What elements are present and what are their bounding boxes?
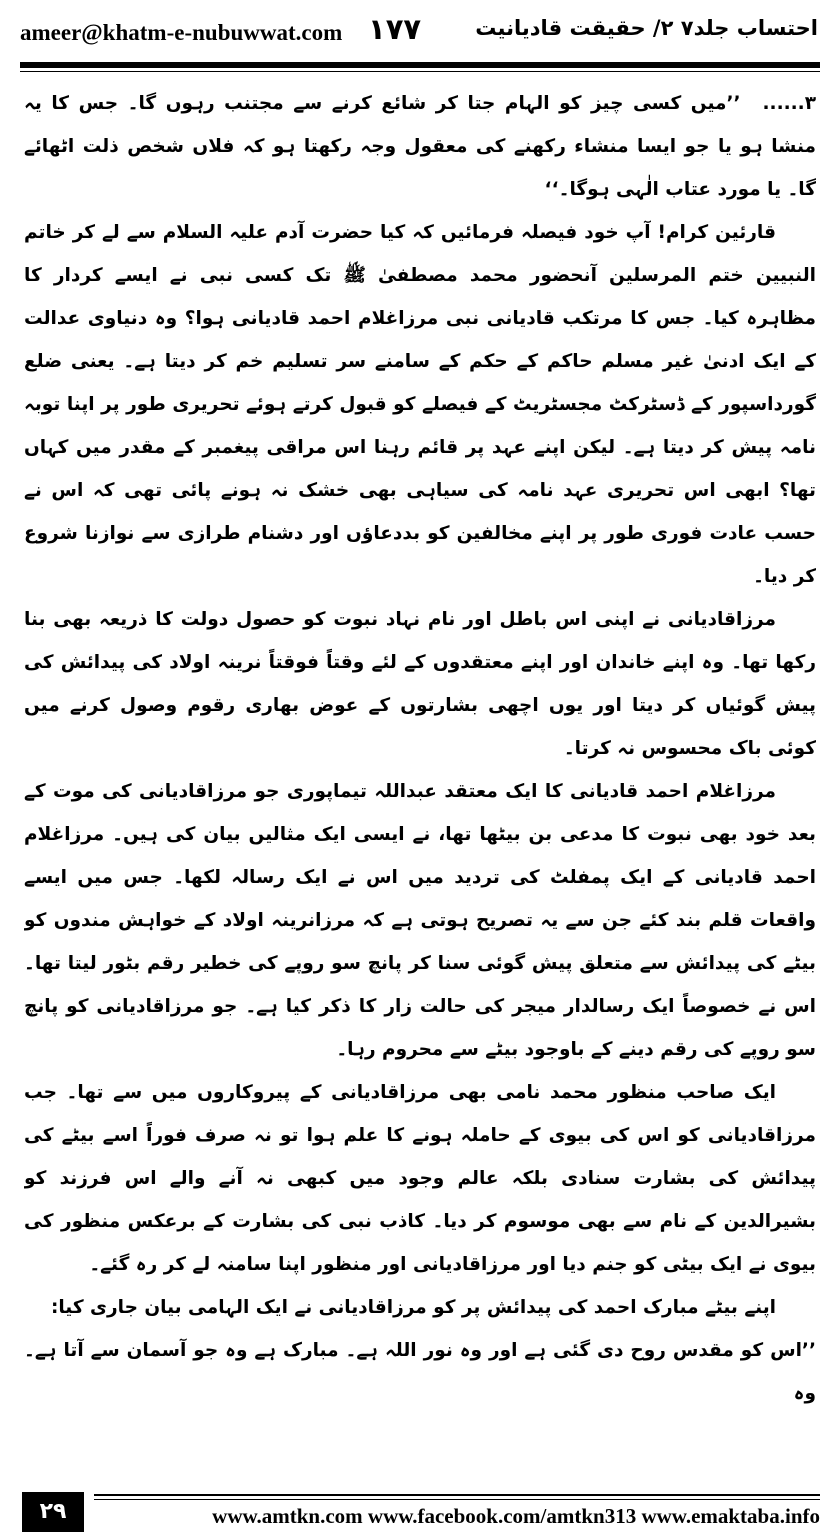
quote-text-1: ’’میں کسی چیز کو الہام جتا کر شائع کرنے سے مجتنب رہوں گا۔ جس کا یہ منشا ہو یا جو ایسا منشاء رکھنے کی معقول وجہ رکھتا ہو کہ فلاں شخص ذلت اٹھائے گا۔ یا مورد عتاب الٰہی ہوگا۔‘‘ bbox=[24, 93, 816, 200]
page-body bbox=[24, 82, 816, 1480]
paragraph-2: مرزاقادیانی نے اپنی اس باطل اور نام نہاد نبوت کو حصول دولت کا ذریعہ بھی بنا رکھا تھا۔ وہ اپنے خاندان اور اپنے معتقدوں کے لئے وقتاً فوقتاً نرینہ اولاد کی پیدائش کی پیش گوئیاں کر دیتا اور یوں اچھی بشارتوں کے عوض بھاری رقوم وصول کرنے میں کوئی باک محسوس نہ کرتا۔ bbox=[24, 609, 816, 759]
paragraph-5: اپنے بیٹے مبارک احمد کی پیدائش پر کو مرزاقادیانی نے ایک الہامی بیان جاری کیا: bbox=[50, 1297, 776, 1318]
quote-paragraph-1 bbox=[24, 82, 816, 211]
header-email: ameer@khatm-e-nubuwwat.com bbox=[20, 20, 343, 45]
header-page-number: ۱۷۷ bbox=[368, 12, 422, 46]
page-footer bbox=[0, 1490, 840, 1540]
footer-rule-thin bbox=[94, 1499, 820, 1500]
footer-page-number: ۲۹ bbox=[22, 1492, 84, 1532]
footer-links: www.amtkn.com www.facebook.com/amtkn313 www.emaktaba.info bbox=[212, 1504, 820, 1528]
paragraph-1: قارئین کرام! آپ خود فیصلہ فرمائیں کہ کیا حضرت آدم علیہ السلام سے لے کر خاتم النبیین ختم المرسلین آنحضور محمد مصطفیٰ ﷺ تک کسی نبی نے ایسے کردار کا مظاہرہ کیا۔ جس کا مرتکب قادیانی نبی مرزاغلام احمد قادیانی ہوا؟ وہ دنیاوی عدالت کے ایک ادنیٰ غیر مسلم حاکم کے حکم کے سامنے سر تسلیم خم کر دیتا ہے۔ یعنی ضلع گورداسپور کے ڈسٹرکٹ مجسٹریٹ کے فیصلے کو قبول کرتے ہوئے تحریری طور پر اپنا توبہ نامہ پیش کر دیتا ہے۔ لیکن اپنے عہد پر قائم رہنا اس مراقی پیغمبر کے مقدر میں کہاں تھا؟ ابھی اس تحریری عہد نامہ کی سیاہی بھی خشک نہ ہونے پائی تھی کہ اس نے حسب عادت فوری طور پر اپنے مخالفین کو بددعاؤں اور دشنام طرازی سے نوازنا شروع کر دیا۔ bbox=[24, 222, 816, 587]
paragraph-3: مرزاغلام احمد قادیانی کا ایک معتقد عبداللہ تیماپوری جو مرزاقادیانی کی موت کے بعد خود بھی نبوت کا مدعی بن بیٹھا تھا، نے ایسی ایک مثالیں بیان کی ہیں۔ مرزاغلام احمد قادیانی کے ایک پمفلٹ کی تردید میں اس نے ایک رسالہ لکھا۔ جس میں ایسے واقعات قلم بند کئے جن سے یہ تصریح ہوتی ہے کہ مرزانرینہ اولاد کے خواہش مندوں کو بیٹے کی پیدائش سے متعلق پیش گوئی سنا کر پانچ سو روپے کی خطیر رقم بٹور لیتا تھا۔ اس نے خصوصاً ایک رسالدار میجر کی حالت زار کا ذکر کیا ہے۔ جو مرزاقادیانی کو پانچ سو روپے کی رقم دینے کے باوجود بیٹے سے محروم رہا۔ bbox=[24, 781, 816, 1060]
paragraph-4: ایک صاحب منظور محمد نامی بھی مرزاقادیانی کے پیروکاروں میں سے تھا۔ جب مرزاقادیانی کو اس کی بیوی کے حاملہ ہونے کا علم ہوا تو نہ صرف فوراً اسے بیٹے کی پیدائش کی بشارت سنادی بلکہ عالم وجود میں کبھی نہ آنے والے اس فرزند کو بشیرالدین کے نام سے بھی موسوم کر دیا۔ کاذب نبی کی بشارت کے برعکس منظور کی بیوی نے ایک بیٹی کو جنم دیا اور مرزاقادیانی اور منظور اپنا سامنہ لے کر رہ گئے۔ bbox=[24, 1082, 816, 1275]
header-title: احتساب جلد۷ ۲/ حقیقت قادیانیت bbox=[475, 16, 818, 40]
page-header bbox=[0, 0, 840, 60]
footer-rule bbox=[94, 1494, 820, 1496]
item-marker: ۳...... bbox=[762, 93, 816, 114]
header-rule-thick bbox=[20, 62, 820, 68]
quote-paragraph-2: ’’اس کو مقدس روح دی گئی ہے اور وہ نور اللہ ہے۔ مبارک ہے وہ جو آسمان سے آتا ہے۔ وہ bbox=[24, 1340, 816, 1404]
header-rule-thin bbox=[20, 71, 820, 72]
